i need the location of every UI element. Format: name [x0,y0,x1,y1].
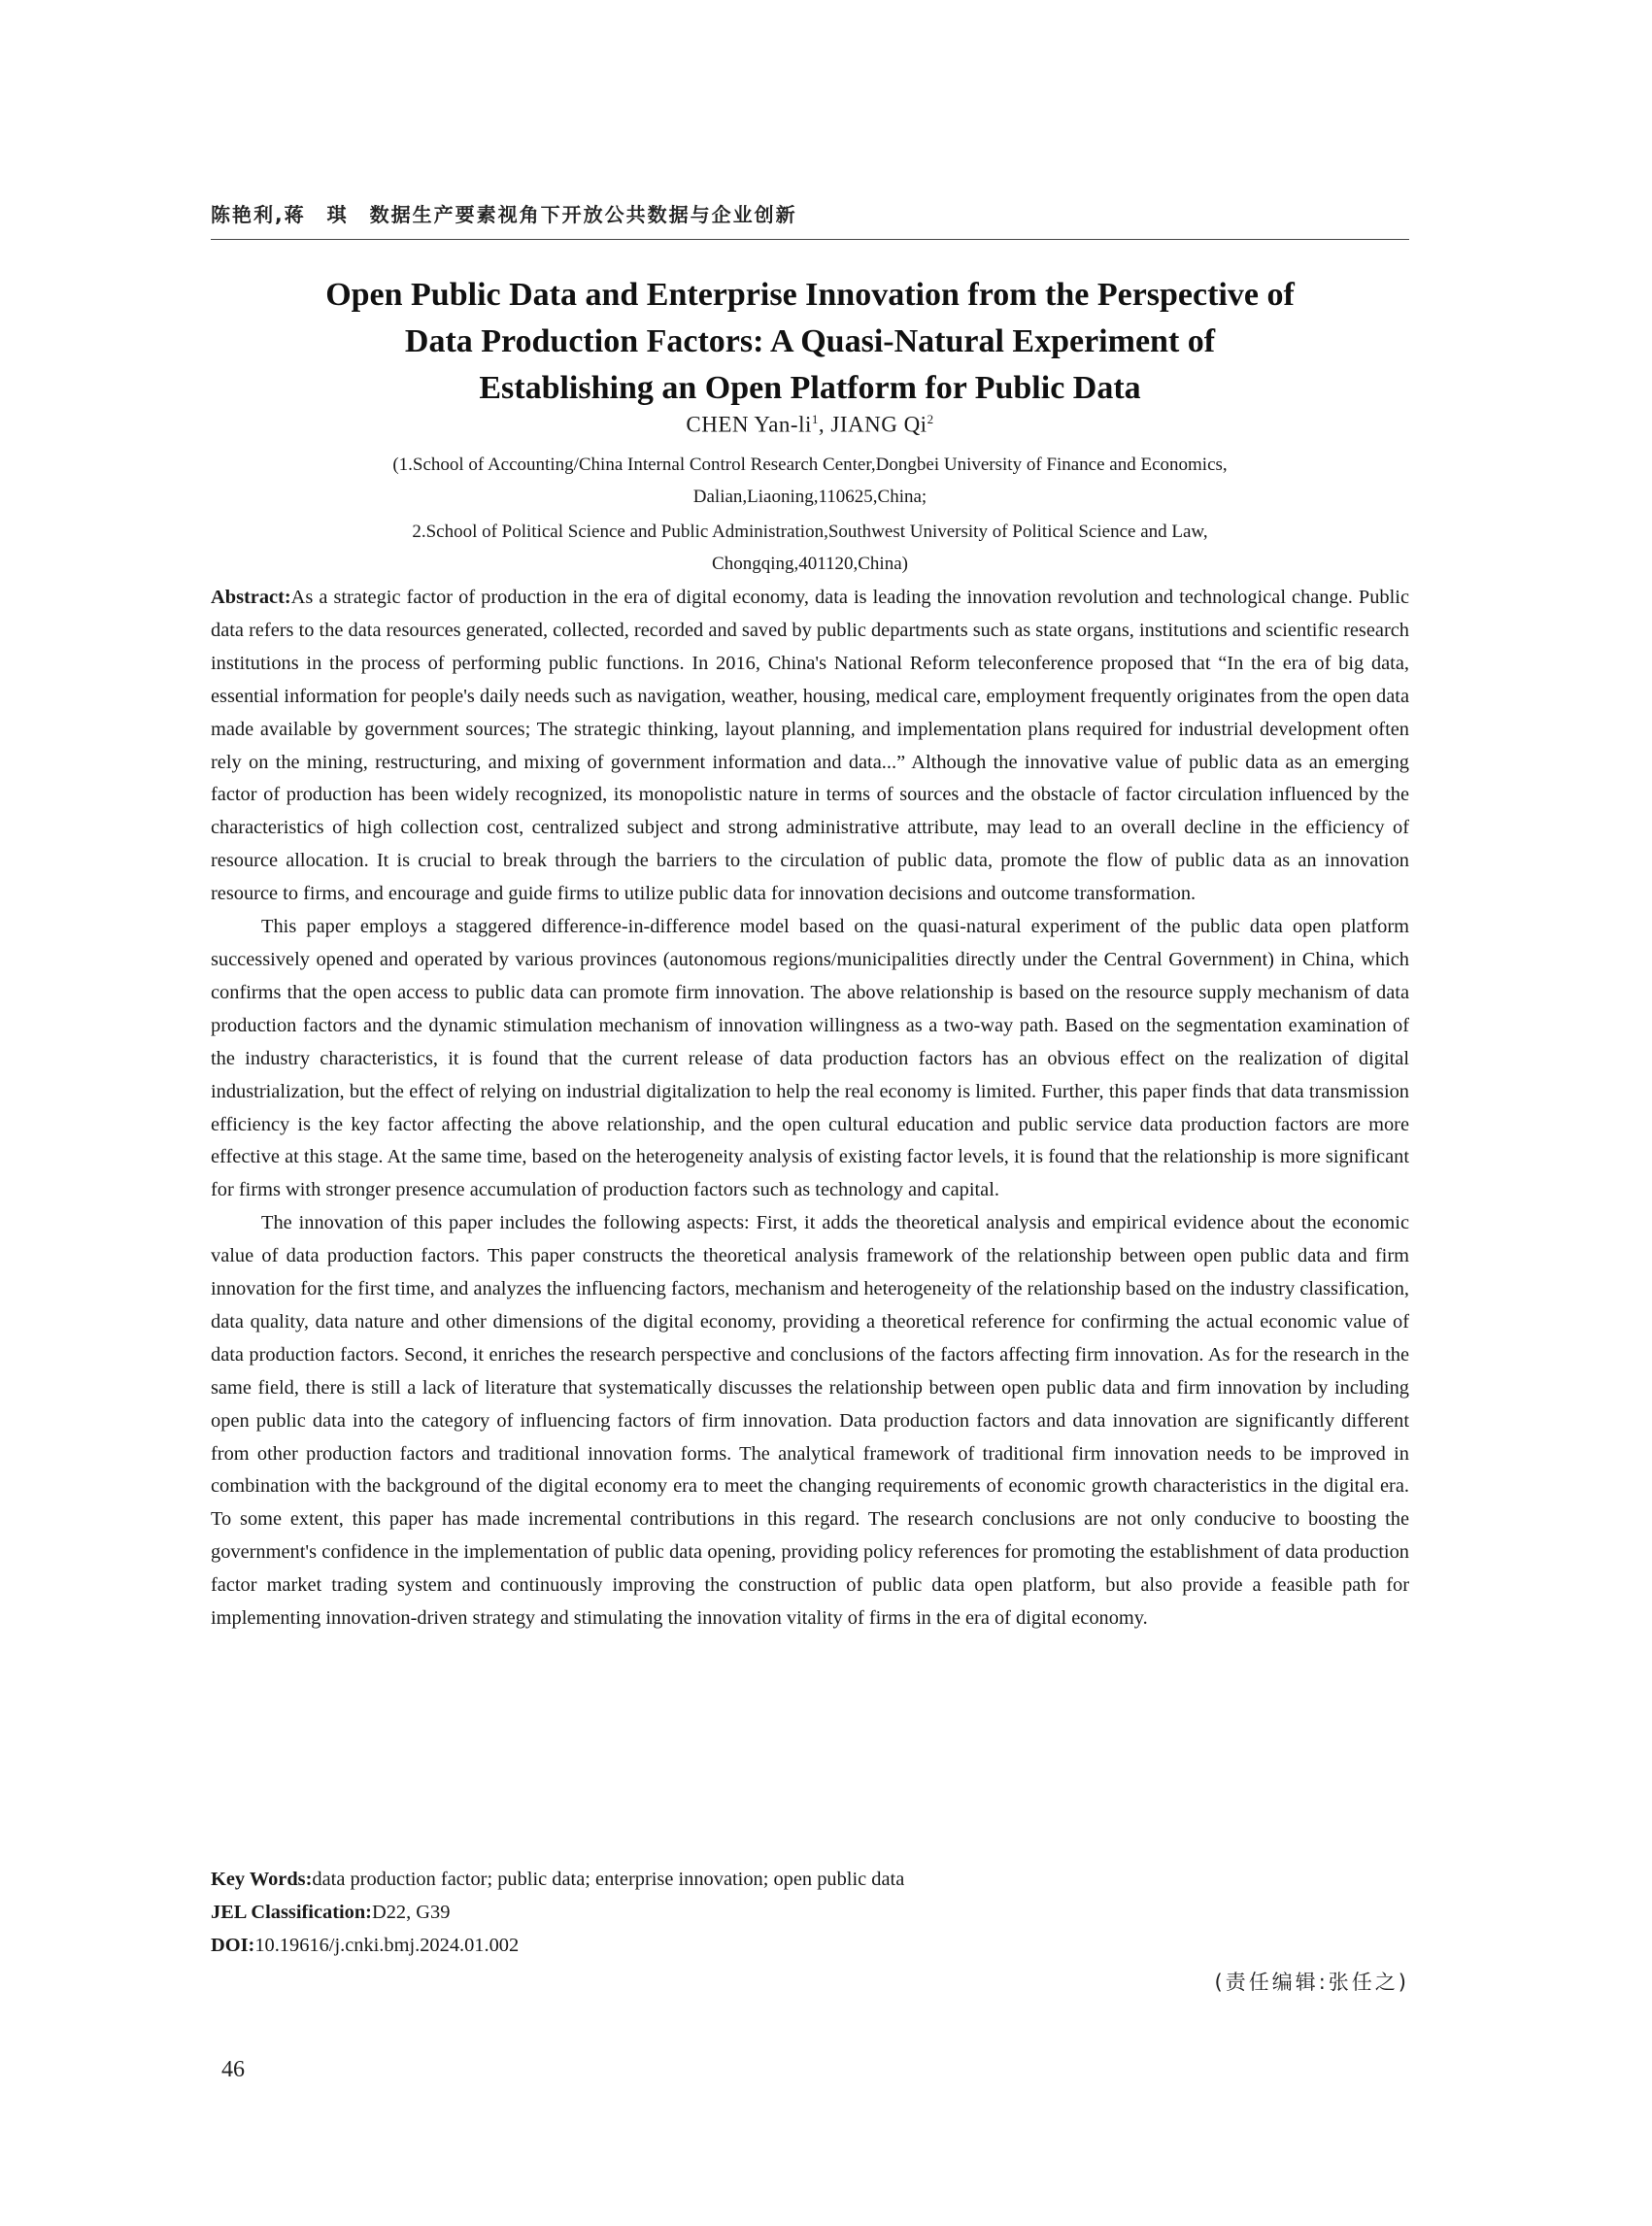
jel-classification [211,1897,450,1929]
abstract-paragraph [211,582,1409,911]
affiliation-marker: 2 [927,412,934,426]
affiliation-line: (1.School of Accounting/China Internal Control Research Center,Dongbei University of Finance and Economics, [392,455,1228,475]
abstract-paragraph: This paper employs a staggered difference-in-difference model based on the quasi-natural experiment of the public data open platform successively opened and operated by various provinces (autonomous regions/municipalities directly under the Central Government) in China, which confirms that the open access to public data can promote firm innovation. The above relationship is based on the resource supply mechanism of data production factors and the dynamic stimulation mechanism of innovation willingness as a two-way path. Based on the segmentation examination of the industry characteristics, it is found that the current release of data production factors has an obvious effect on the realization of digital industrialization, but the effect of relying on industrial digitalization to help the real economy is limited. Further, this paper finds that data transmission efficiency is the key factor affecting the above relationship, and the open cultural education and public service data production factors are more effective at this stage. At the same time, based on the heterogeneity analysis of existing factor levels, it is found that the relationship is more significant for firms with stronger presence accumulation of production factors such as technology and capital. [211,916,1409,1201]
author-name: CHEN Yan-li [686,412,812,437]
doi [211,1930,519,1962]
abstract-text: As a strategic factor of production in the era of digital economy, data is leading the innovation revolution and technological change. Public data refers to the data resources generated, collected, recorded and saved by public departments such as state organs, institutions and scientific research institutions in the process of performing public functions. In 2016, China's National Reform teleconference proposed that “In the era of big data, essential information for people's daily needs such as navigation, weather, housing, medical care, employment frequently originates from the open data made available by government sources; The strategic thinking, layout planning, and implementation plans required for industrial development often rely on the mining, restructuring, and mixing of government information and data...” Although the innovative value of public data as an emerging factor of production has been widely recognized, its monopolistic nature in terms of sources and the obstacle of factor circulation influenced by the characteristics of high collection cost, centralized subject and strong administrative attribute, may lead to an overall decline in the efficiency of resource allocation. It is crucial to break through the barriers to the circulation of public data, promote the flow of public data as an innovation resource to firms, and encourage and guide firms to utilize public data for innovation decisions and outcome transformation. [211,587,1409,905]
title-line-1: Open Public Data and Enterprise Innovation from the Perspective of [325,277,1295,313]
running-header: 陈艳利,蒋 琪 数据生产要素视角下开放公共数据与企业创新 [211,203,797,226]
jel-value: D22, G39 [371,1902,451,1923]
abstract-label: Abstract: [211,587,291,608]
affiliation-line: Dalian,Liaoning,110625,China; [692,487,927,507]
author-list [211,412,1409,438]
affiliation-line: Chongqing,401120,China) [712,554,908,574]
keywords [211,1864,904,1896]
author-name: JIANG Qi [830,412,927,437]
author-separator: , [818,412,831,437]
affiliation-1 [211,449,1409,513]
doi-value: 10.19616/j.cnki.bmj.2024.01.002 [254,1935,520,1956]
responsible-editor: (责任编辑:张任之) [1214,1971,1409,1994]
title-line-2: Data Production Factors: A Quasi-Natural Experiment of [404,323,1216,359]
affiliation-marker: 1 [811,412,819,426]
affiliation-2 [211,516,1409,580]
keywords-label: Key Words: [211,1869,313,1890]
title-line-3: Establishing an Open Platform for Public Data [479,370,1141,406]
jel-label: JEL Classification: [211,1902,372,1923]
keywords-value: data production factor; public data; enterprise innovation; open public data [312,1869,905,1890]
doi-label: DOI: [211,1935,255,1956]
page-number: 46 [221,2057,245,2082]
affiliation-line: 2.School of Political Science and Public Administration,Southwest University of Political Science and Law, [412,522,1208,542]
header-rule [211,239,1409,240]
abstract [211,582,1409,1636]
article-title [211,272,1409,412]
abstract-paragraph: The innovation of this paper includes the following aspects: First, it adds the theoretical analysis and empirical evidence about the economic value of data production factors. This paper constructs the theoretical analysis framework of the relationship between open public data and firm innovation for the first time, and analyzes the influencing factors, mechanism and heterogeneity of the relationship based on the industry classification, data quality, data nature and other dimensions of the digital economy, providing a theoretical reference for confirming the actual economic value of data production factors. Second, it enriches the research perspective and conclusions of the factors affecting firm innovation. As for the research in the same field, there is still a lack of literature that systematically discusses the relationship between open public data and firm innovation by including open public data into the category of influencing factors of firm innovation. Data production factors and data innovation are significantly different from other production factors and traditional innovation forms. The analytical framework of traditional firm innovation needs to be improved in combination with the background of the digital economy era to meet the changing requirements of economic growth characteristics in the digital era. To some extent, this paper has made incremental contributions in this regard. The research conclusions are not only conducive to boosting the government's confidence in the implementation of public data opening, providing policy references for promoting the establishment of data production factor market trading system and continuously improving the construction of public data open platform, but also provide a feasible path for implementing innovation-driven strategy and stimulating the innovation vitality of firms in the era of digital economy. [211,1212,1409,1630]
